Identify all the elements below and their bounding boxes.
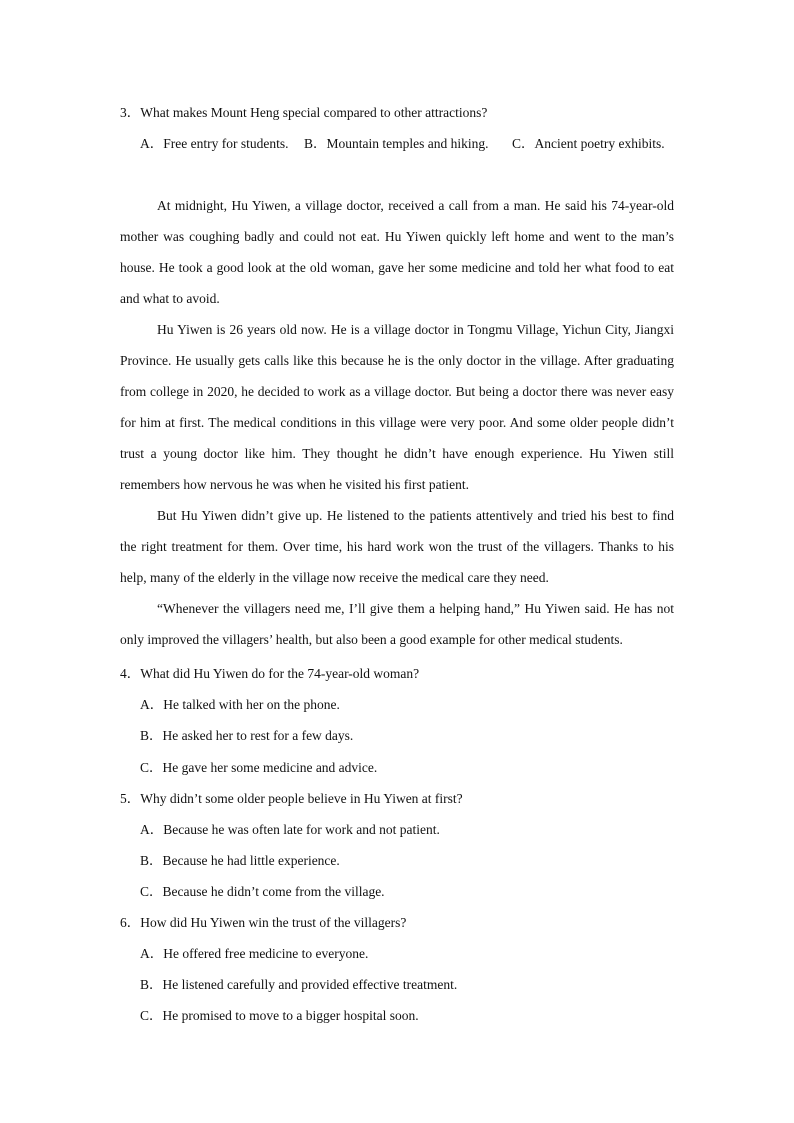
question-5-option-a: A．Because he was often late for work and not patient. xyxy=(140,822,440,837)
passage-paragraph-4: “Whenever the villagers need me, I’ll give them a helping hand,” Hu Yiwen said. He has not only improved the villagers’ health, but also been a good example for other medical students. xyxy=(120,601,674,647)
question-5-option-b: B．Because he had little experience. xyxy=(140,853,340,868)
passage-paragraph-3: But Hu Yiwen didn’t give up. He listened to the patients attentively and tried his best to find the right treatment for them. Over time, his hard work won the trust of the villagers. Thanks to his help, many of the elderly in the village now receive the medical care they need. xyxy=(120,508,674,585)
question-4-option-c: C．He gave her some medicine and advice. xyxy=(140,760,378,775)
question-6-option-a: A．He offered free medicine to everyone. xyxy=(140,946,369,961)
question-4-option-b: B．He asked her to rest for a few days. xyxy=(140,728,354,743)
question-3-option-c: C．Ancient poetry exhibits. xyxy=(512,136,665,151)
question-3-option-a: A．Free entry for students. xyxy=(140,136,289,151)
passage-paragraph-2: Hu Yiwen is 26 years old now. He is a village doctor in Tongmu Village, Yichun City, Jiangxi Province. He usually gets calls like this because he is the only doctor in the village. After graduating from college in 2020, he decided to work as a village doctor. But being a doctor there was never easy for him at first. The medical conditions in this village were very poor. And some older people didn’t trust a young doctor like him. They thought he didn’t have enough experience. Hu Yiwen still remembers how nervous he was when he visited his first patient. xyxy=(120,322,674,492)
passage-paragraph-1: At midnight, Hu Yiwen, a village doctor, received a call from a man. He said his 74-year-old mother was coughing badly and could not eat. Hu Yiwen quickly left home and went to the man’s house. He took a good look at the old woman, gave her some medicine and told her what food to eat and what to avoid. xyxy=(120,198,674,306)
question-3-options xyxy=(140,128,665,159)
reading-passage xyxy=(120,190,674,655)
question-5-option-c: C．Because he didn’t come from the village. xyxy=(140,884,385,899)
question-3-stem: 3．What makes Mount Heng special compared to other attractions? xyxy=(120,105,488,120)
question-6-stem: 6．How did Hu Yiwen win the trust of the villagers? xyxy=(120,915,407,930)
question-4-option-a: A．He talked with her on the phone. xyxy=(140,697,340,712)
question-3-option-b: B．Mountain temples and hiking. xyxy=(304,136,489,151)
question-4-stem: 4．What did Hu Yiwen do for the 74-year-old woman? xyxy=(120,666,420,681)
question-5-stem: 5．Why didn’t some older people believe in Hu Yiwen at first? xyxy=(120,791,463,806)
question-6-option-c: C．He promised to move to a bigger hospital soon. xyxy=(140,1008,419,1023)
question-6-option-b: B．He listened carefully and provided effective treatment. xyxy=(140,977,458,992)
